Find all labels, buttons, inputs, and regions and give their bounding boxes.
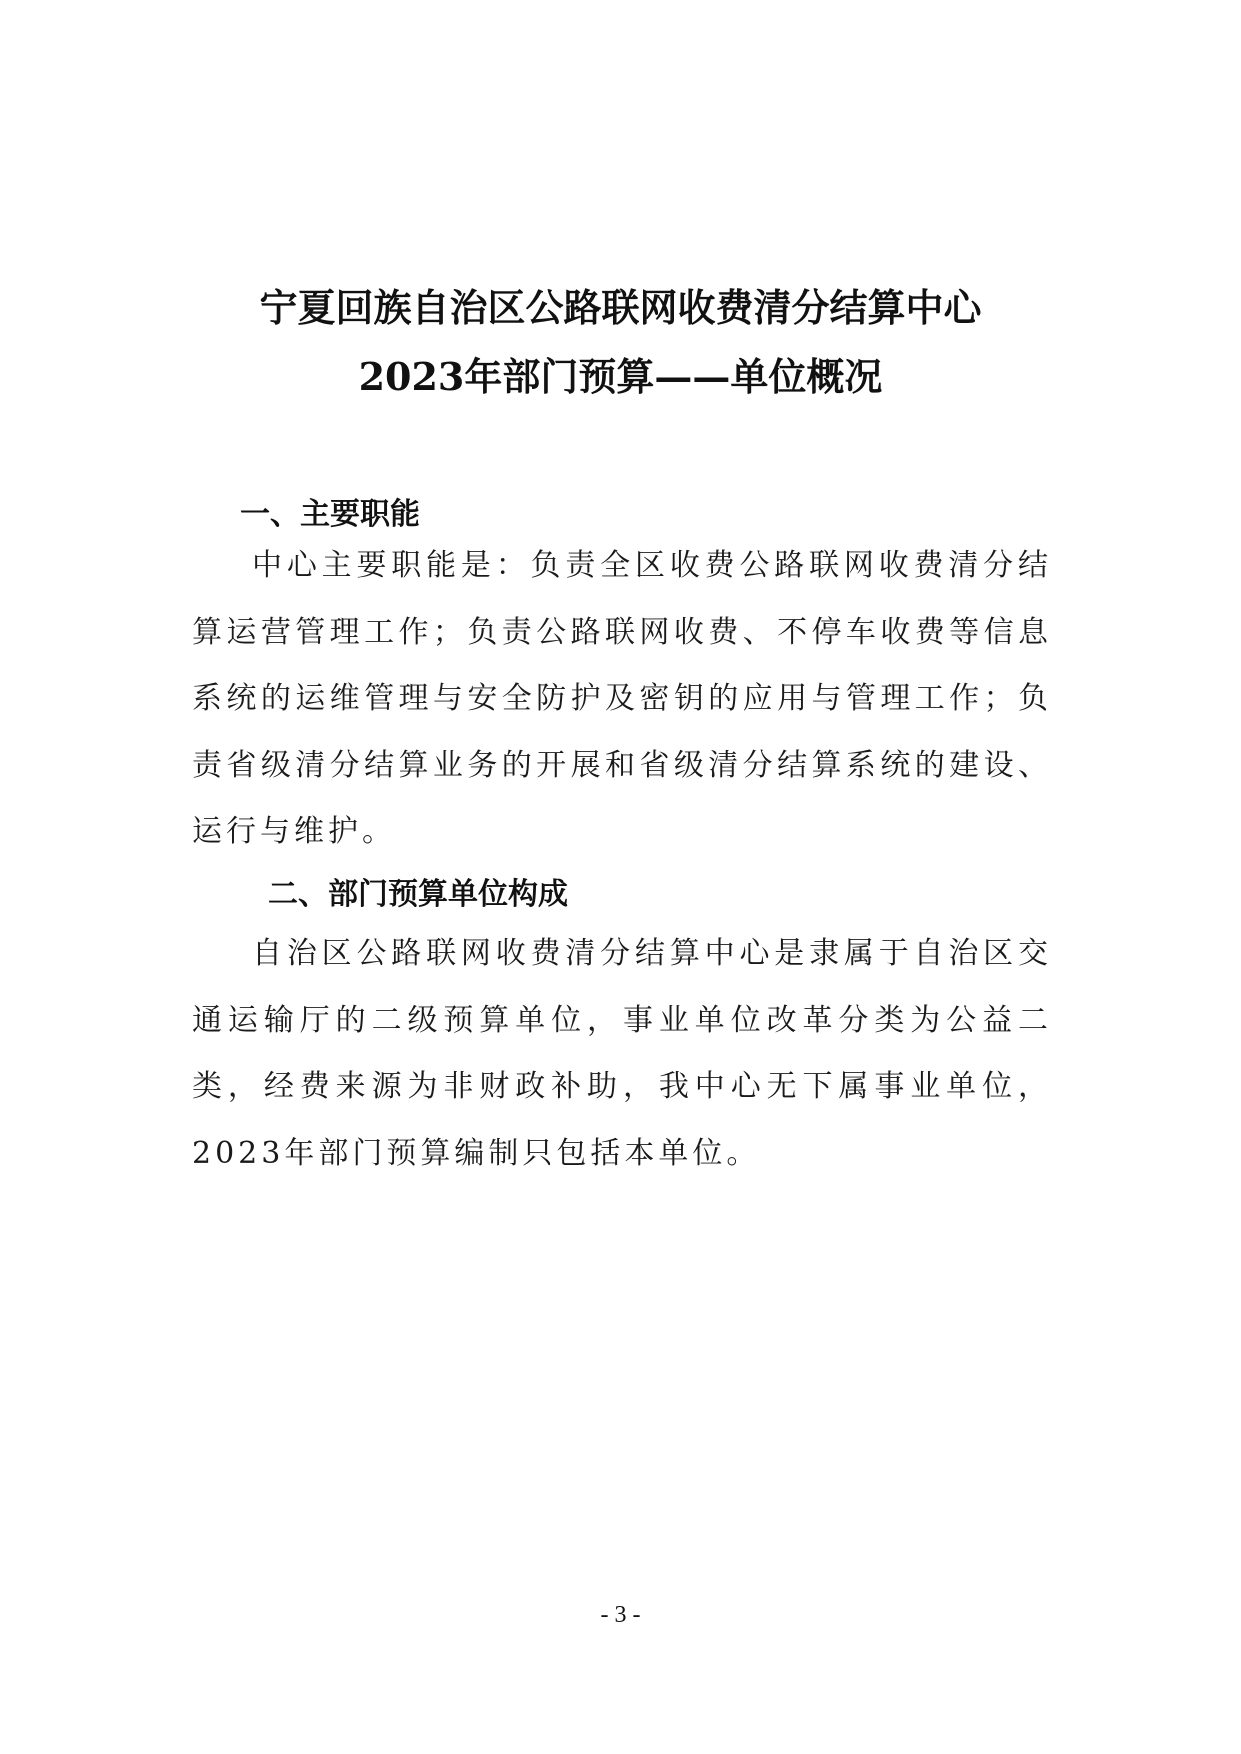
page-number: - 3 -: [600, 1602, 641, 1628]
section-heading-main-functions: 一、主要职能: [240, 497, 420, 532]
section-paragraph-main-functions: 中心主要职能是：负责全区收费公路联网收费清分结算运营管理工作；负责公路联网收费、不停车收费等信息系统的运维管理与安全防护及密钥的应用与管理工作；负责省级清分结算业务的开展和省级清分结算系统的建设、运行与维护。: [192, 548, 1052, 849]
section-heading-budget-units: 二、部门预算单位构成: [268, 877, 568, 912]
document-title-line-1: 宁夏回族自治区公路联网收费清分结算中心: [259, 285, 982, 330]
document-title-line-2: 2023年部门预算——单位概况: [358, 354, 883, 399]
section-paragraph-budget-units: 自治区公路联网收费清分结算中心是隶属于自治区交通运输厅的二级预算单位，事业单位改革分类为公益二类，经费来源为非财政补助，我中心无下属事业单位，2023年部门预算编制只包括本单位。: [192, 936, 1052, 1171]
